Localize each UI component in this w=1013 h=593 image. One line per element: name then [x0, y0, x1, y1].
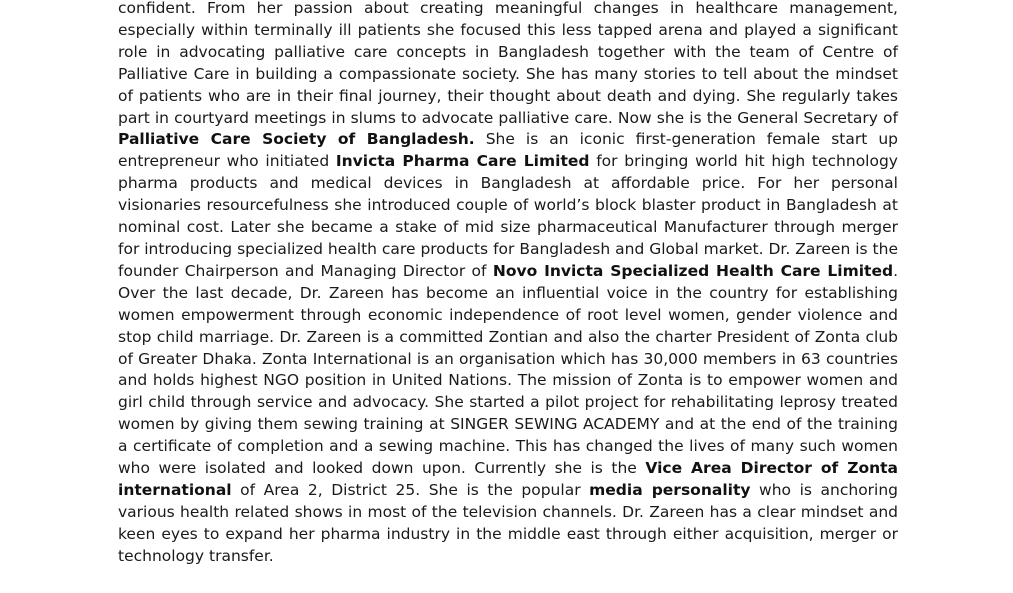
text-segment: who is anchoring various health related shows in most of the television channels. Dr. Zareen has a clear mindset and keen eyes to expand her pharma industry in the middle east through either acquisition, merger or technology transfer. — [118, 480, 899, 565]
text-segment: for bringing world hit high technology pharma products and medical devices in Bangladesh at affordable price. For her personal visionaries resourcefulness she introduced couple of world’s block blaster product in Bangladesh at nominal cost. Later she became a stake of mid size pharmaceutical Manufacturer through merger for introducing specialized health care products for Bangladesh and Global market. Dr. Zareen is the founder Chairperson and Managing Director of — [118, 152, 898, 280]
org-novo-invicta: Novo Invicta Specialized Health Care Limited — [492, 261, 894, 280]
org-palliative-care-society: Palliative Care Society of Bangladesh. — [118, 130, 475, 149]
text-segment: . Over the last decade, Dr. Zareen has become an influential voice in the country for establishing women empowerment through economic independence of root level women, gender violence and stop child marriage. Dr. Zareen is a committed Zontian and also the charter President of Zonta club of Greater Dhaka. Zonta International is an organisation which has 30,000 members in 63 countries and holds highest NGO position in United Nations. The mission of Zonta is to empower women and girl child through service and advocacy. She started a pilot project for rehabilitating leprosy treated women by giving them sewing training at SINGER SEWING ACADEMY and at the end of the training a certificate of completion and a sewing machine. This has changed the lives of many such women who were isolated and looked down upon. Currently she is the — [118, 261, 899, 478]
biography-paragraph — [118, 0, 898, 568]
text-segment: confident. From her passion about creating meaningful changes in healthcare management, especially within terminally ill patients she focused this less tapped arena and played a significant role in advocating palliative care concepts in Bangladesh together with the team of Centre of Palliative Care in building a compassionate society. She has many stories to tell about the mindset of patients who are in their final journey, their thought about death and dying. She regularly takes part in courtyard meetings in slums to advocate palliative care. Now she is the General Secretary of — [118, 0, 898, 127]
text-segment: of Area 2, District 25. She is the popular — [231, 480, 590, 499]
role-media-personality: media personality — [589, 480, 751, 499]
role-vice-area-director: Vice Area Director of Zonta international — [118, 459, 898, 499]
org-invicta-pharma-care: Invicta Pharma Care Limited — [335, 152, 590, 171]
document-body — [118, 0, 898, 568]
text-segment: She is an iconic first-generation female start up entrepreneur who initiated — [118, 130, 898, 171]
